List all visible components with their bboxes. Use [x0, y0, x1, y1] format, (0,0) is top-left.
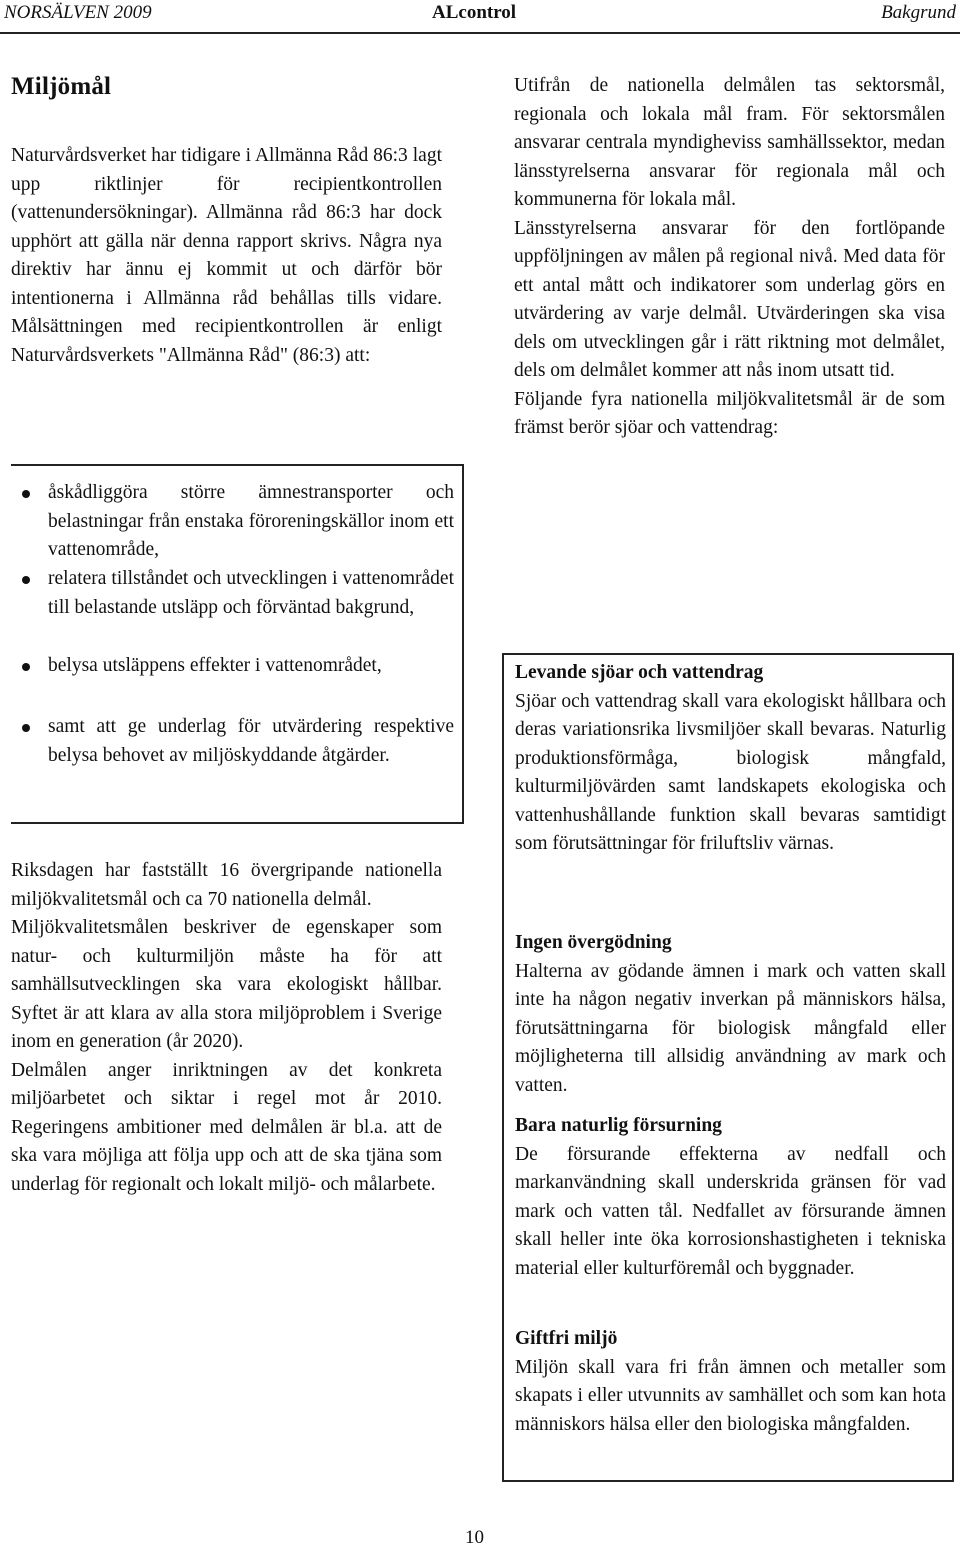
objectives-box — [11, 464, 464, 824]
goal-section — [515, 929, 946, 1100]
section-heading: Miljömål — [11, 73, 112, 100]
body-paragraph: Utifrån de nationella delmålen tas sektorsmål, regionala och lokala mål fram. För sektorsmålen ansvarar centrala myndigheviss samhällssektor, medan länsstyrelserna ansvarar för regionala mål och kommunerna för lokala mål. — [514, 75, 945, 210]
goal-section — [515, 1325, 946, 1439]
right-column — [514, 72, 945, 443]
goal-title: Giftfri miljö — [515, 1328, 618, 1349]
goal-section — [515, 1112, 946, 1283]
header-report-title: NORSÄLVEN 2009 — [4, 2, 152, 23]
goal-title: Bara naturlig försurning — [515, 1115, 722, 1136]
running-header — [0, 0, 960, 34]
bullet-icon — [22, 663, 30, 671]
objective-item: relatera tillståndet och utvecklingen i vattenområdet till belastande utsläpp och förväntad bakgrund, — [48, 565, 454, 622]
header-section: Bakgrund — [881, 2, 956, 23]
goal-text: Sjöar och vattendrag skall vara ekologiskt hållbara och deras variationsrika livsmiljöer skall bevaras. Naturlig produktionsförmåga, biologisk mångfald, kulturmiljövärden samt landskapets ekologiska och vattenhushållande funktion skall bevaras samtidigt som förutsättningar för friluftsliv värnas. — [515, 690, 946, 854]
left-column — [11, 72, 454, 1195]
objective-item: samt att ge underlag för utvärdering respektive belysa behovet av miljöskyddande åtgärder. — [48, 713, 454, 770]
objective-item: åskådliggöra större ämnestransporter och belastningar från enstaka föroreningskällor inom ett vattenområde, — [48, 479, 454, 565]
goal-text: Halterna av gödande ämnen i mark och vatten skall inte ha någon negativ inverkan på människors hälsa, förutsättningarna för biologisk mångfald eller möjligheterna till allsidig användning av mark och vatten. — [515, 960, 946, 1096]
goal-title: Levande sjöar och vattendrag — [515, 662, 764, 683]
environmental-goals-box — [502, 653, 954, 1482]
goal-section — [515, 659, 946, 859]
bullet-icon — [22, 724, 30, 732]
body-paragraph: Följande fyra nationella miljökvalitetsmål är de som främst berör sjöar och vattendrag: — [514, 388, 945, 438]
body-paragraph: Delmålen anger inriktningen av det konkreta miljöarbetet och siktar i regel mot år 2010. Regeringens ambitioner med delmålen är bl.a. att de ska vara möjliga att följa upp och att de ska tjäna som underlag för regionalt och lokalt miljö- och målarbete. — [11, 1059, 442, 1195]
page-number: 10 — [465, 1527, 484, 1548]
bullet-icon — [22, 490, 30, 498]
objective-item: belysa utsläppens effekter i vattenområdet, — [48, 652, 454, 681]
goal-text: De försurande effekterna av nedfall och markanvändning skall underskrida gränsen för vad mark och vatten tål. Nedfallet av försurande ämnen skall heller inte öka korrosionshastigheten i tekniska material eller kulturföremål och byggnader. — [515, 1143, 946, 1279]
intro-paragraph: Naturvårdsverket har tidigare i Allmänna Råd 86:3 lagt upp riktlinjer för recipientkontrollen (vattenundersökningar). Allmänna råd 86:3 har dock upphört att gälla när denna rapport skrivs. Några nya direktiv har ännu ej kommit ut och därför bör intentionerna i Allmänna råd behållas tills vidare. Målsättningen med recipientkontrollen är enligt Naturvårdsverkets "Allmänna Råd" (86:3) att: — [11, 145, 442, 366]
goal-text: Miljön skall vara fri från ämnen och metaller som skapats i eller utvunnits av samhället och som kan hota människors hälsa eller den biologiska mångfalden. — [515, 1356, 946, 1435]
goal-title: Ingen övergödning — [515, 932, 672, 953]
bullet-icon — [22, 576, 30, 584]
header-company: ALcontrol — [432, 2, 517, 23]
left-paragraphs — [11, 857, 442, 1199]
body-paragraph: Länsstyrelserna ansvarar för den fortlöpande uppföljningen av målen på regional nivå. Med data för ett antal mått och indikatorer som underlag görs en utvärdering av varje delmål. Utvärderingen ska visa dels om utvecklingen går i rätt riktning mot delmålet, dels om delmålet kommer att nås inom utsatt tid. — [514, 217, 945, 381]
body-paragraph: Riksdagen har fastställt 16 övergripande nationella miljökvalitetsmål och ca 70 nationella delmål. — [11, 860, 442, 910]
body-paragraph: Miljökvalitetsmålen beskriver de egenskaper som natur- och kulturmiljön måste ha för att samhällsutvecklingen ska vara ekologiskt hållbar. Syftet är att klara av alla stora miljöproblem i Sverige inom en generation (år 2020). — [11, 917, 442, 1052]
